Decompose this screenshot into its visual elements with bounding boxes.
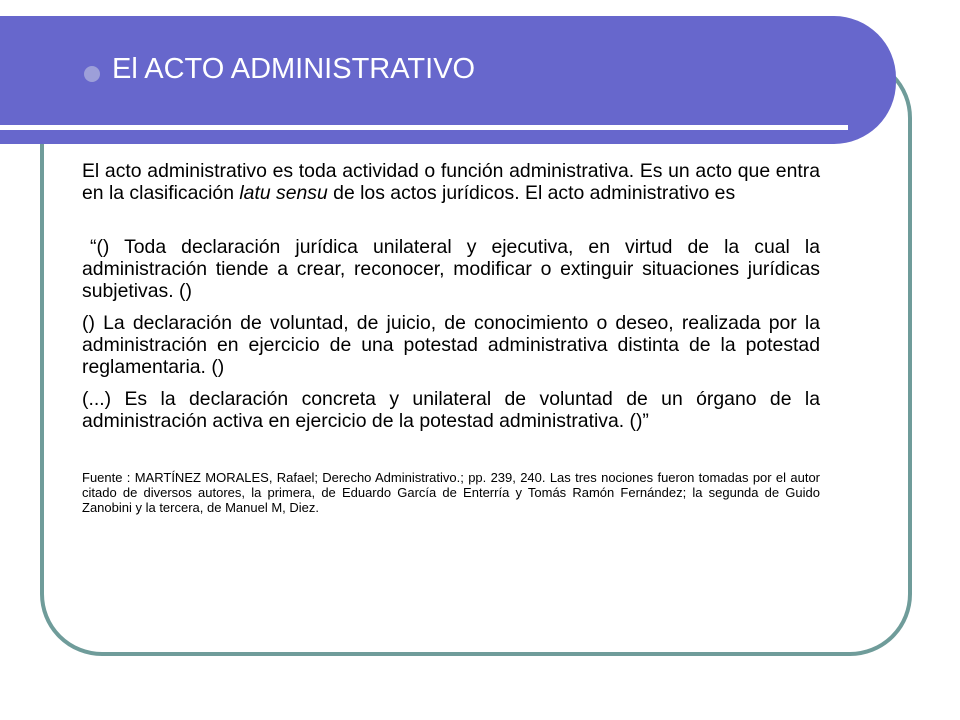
intro-text-start: El acto administrativo es toda actividad o función administrativa. Es un acto que entra en la clasificación <box>82 160 820 204</box>
intro-paragraph <box>82 160 820 204</box>
quote-paragraph-2: () La declaración de voluntad, de juicio, de conocimiento o deseo, realizada por la administración en ejercicio de una potestad administrativa distinta de la potestad reglamentaria. () <box>82 312 820 378</box>
source-citation: Fuente : MARTÍNEZ MORALES, Rafael; Derecho Administrativo.; pp. 239, 240. Las tres nociones fueron tomadas por el autor citado de diversos autores, la primera, de Eduardo García de Enterría y Tomás Ramón Fernández; la segunda de Guido Zanobini y la tercera, de Manuel M, Diez. <box>82 470 820 515</box>
quote-paragraph-1: “() Toda declaración jurídica unilateral y ejecutiva, en virtud de la cual la administración tiende a crear, reconocer, modificar o extinguir situaciones jurídicas subjetivas. () <box>82 236 820 302</box>
quote-paragraph-3: (...) Es la declaración concreta y unilateral de voluntad de un órgano de la administración activa en ejercicio de la potestad administrativa. ()” <box>82 388 820 432</box>
bullet-icon <box>84 66 100 82</box>
intro-italic-term: latu sensu <box>239 182 328 204</box>
intro-text-end: de los actos jurídicos. El acto administrativo es <box>327 182 736 204</box>
slide-title: El ACTO ADMINISTRATIVO <box>112 53 476 85</box>
slide-content <box>82 160 820 515</box>
